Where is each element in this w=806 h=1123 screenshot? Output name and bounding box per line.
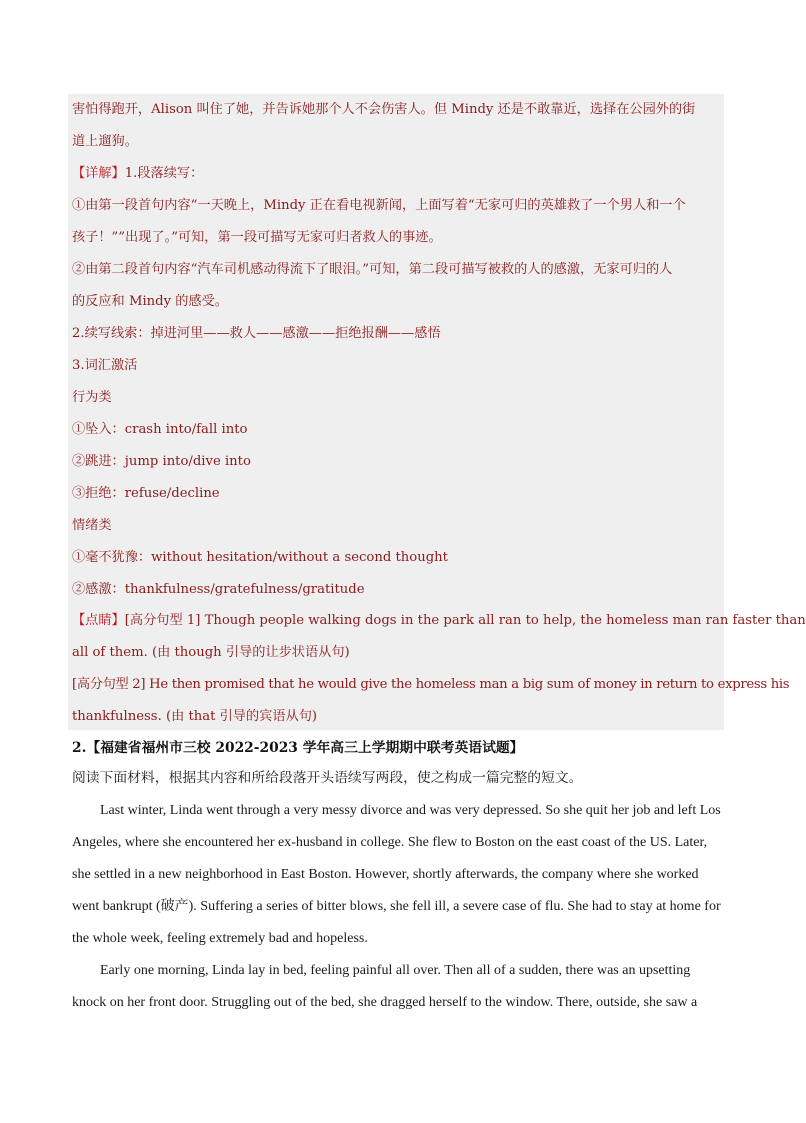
answer-explanation-box [68, 94, 790, 730]
para1-line-3: she settled in a new neighborhood in East Boston. However, shortly afterwards, the company where she worked [72, 867, 699, 882]
highlight-tag: 【点睛】 [72, 613, 125, 628]
action-item-1: ①坠入：crash into/fall into [72, 422, 248, 437]
highlight1-line-2: all of them. (由 though 引导的让步状语从句) [72, 645, 350, 660]
highlight1-text: [高分句型 1] Though people walking dogs in the park all ran to help, the homeless man ran faster than [124, 613, 806, 628]
question-title: 2.【福建省福州市三校 2022-2023 学年高三上学期期中联考英语试题】 [72, 740, 524, 756]
para1-line-2: Angeles, where she encountered her ex-husband in college. She flew to Boston on the east coast of the US. Later, [72, 835, 708, 850]
point1-line-2: 孩子！””出现了。”可知，第一段可描写无家可归者救人的事迹。 [72, 230, 442, 245]
question-instruction: 阅读下面材料，根据其内容和所给段落开头语续写两段，使之构成一篇完整的短文。 [72, 770, 583, 786]
point1-line-1: ①由第一段首句内容“一天晚上，Mindy 正在看电视新闻，上面写着“无家可归的英雄救了一个男人和一个 [72, 198, 686, 213]
detail-tag: 【详解】 [72, 166, 125, 181]
emotion-item-2: ②感激：thankfulness/gratefulness/gratitude [72, 582, 365, 597]
highlight2-line-2: thankfulness. (由 that 引导的宾语从句) [72, 709, 318, 724]
intro-line-1: 害怕得跑开，Alison 叫住了她，并告诉她那个人不会伤害人。但 Mindy 还是不敢靠近，选择在公园外的街 [72, 102, 696, 117]
point2-line-2: 的反应和 Mindy 的感受。 [72, 294, 228, 309]
detail-title: 1.段落续写： [124, 166, 204, 181]
emotion-heading: 情绪类 [72, 518, 112, 533]
highlight1-line-1 [72, 611, 806, 631]
intro-line-2: 道上遛狗。 [72, 134, 138, 149]
clue-line: 2.续写线索：掉进河里——救人——感激——拒绝报酬——感悟 [72, 326, 441, 341]
para2-line-1: Early one morning, Linda lay in bed, feeling painful all over. Then all of a sudden, there was an upsetting [100, 963, 691, 978]
para1-line-1: Last winter, Linda went through a very messy divorce and was very depressed. So she quit her job and left Los [100, 803, 721, 818]
para1-line-4: went bankrupt (破产). Suffering a series of bitter blows, she fell ill, a severe case of flu. She had to stay at home for [72, 899, 721, 914]
action-item-3: ③拒绝：refuse/decline [72, 486, 220, 501]
action-heading: 行为类 [72, 390, 112, 405]
point2-line-1: ②由第二段首句内容“汽车司机感动得流下了眼泪。”可知，第二段可描写被救的人的感激，无家可归的人 [72, 262, 673, 277]
emotion-item-1: ①毫不犹豫：without hesitation/without a second thought [72, 550, 448, 565]
highlight2-line-1: [高分句型 2] He then promised that he would give the homeless man a big sum of money in return to express his [72, 677, 790, 692]
para1-line-5: the whole week, feeling extremely bad and hopeless. [72, 931, 368, 946]
para2-line-2: knock on her front door. Struggling out of the bed, she dragged herself to the window. There, outside, she saw a [72, 995, 698, 1010]
vocab-title: 3.词汇激活 [72, 358, 138, 373]
action-item-2: ②跳进：jump into/dive into [72, 454, 251, 469]
detail-heading [72, 164, 722, 184]
